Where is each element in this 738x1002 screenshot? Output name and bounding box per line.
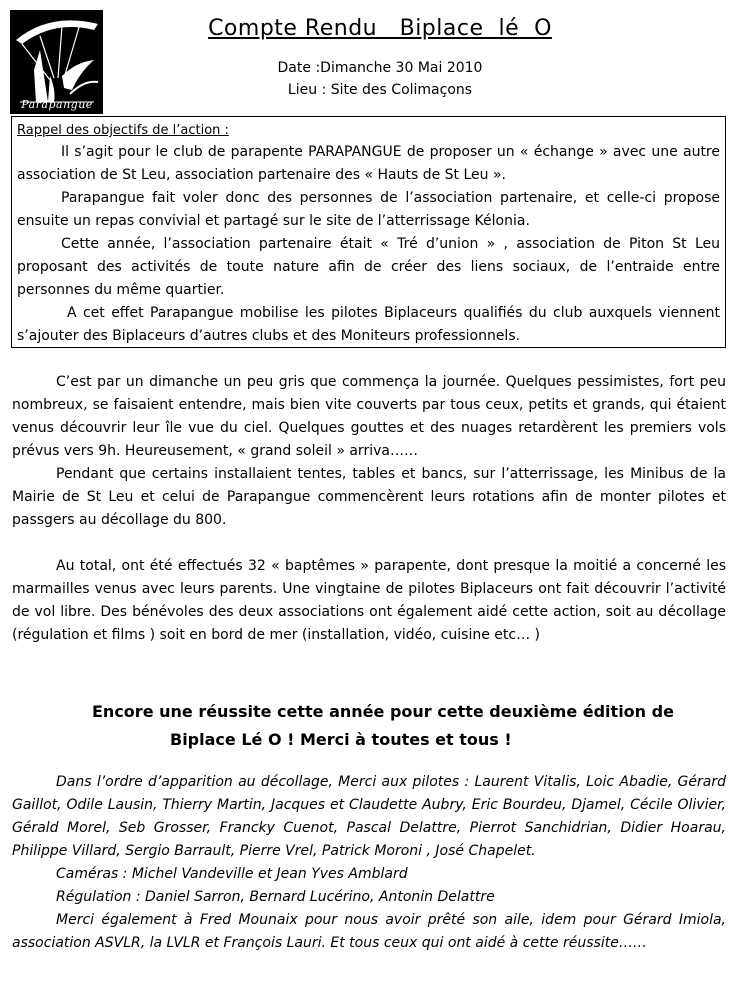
objectives-heading: Rappel des objectifs de l’action : (17, 123, 229, 138)
report-body (12, 371, 726, 647)
event-date: Date :Dimanche 30 Mai 2010 (277, 60, 483, 76)
event-location: Lieu : Site des Colimaçons (287, 82, 473, 98)
body-paragraph-3: Au total, ont été effectués 32 « baptêmes » parapente, dont presque la moitié a concerné les marmailles venus avec leurs parents. Une vingtaine de pilotes Biplaceurs ont fait découvrir l’activité de vol libre. Des bénévoles des deux associations ont également aidé cette action, soit au décollage (régulation et films ) soit en bord de mer (installation, vidéo, cuisine etc… ) (12, 558, 726, 643)
credits-pilots: Dans l’ordre d’apparition au décollage, Merci aux pilotes : Laurent Vitalis, Loic Abadie, Gérard Gaillot, Odile Lausin, Thierry Martin, Jacques et Claudette Aubry, Eric Bourdeu, Djamel, Cécile Olivier, Gérald Morel, Seb Grosser, Francky Cuenot, Pascal Delattre, Pierrot Sanchidrian, Didier Hoarau, Philippe Villard, Sergio Barrault, Pierre Vrel, Patrick Moroni , José Chapelet. (12, 774, 726, 859)
highlight-message (12, 698, 726, 754)
highlight-line-2: Biplace Lé O ! Merci à toutes et tous ! (170, 730, 512, 749)
objectives-box (11, 116, 726, 348)
credits-block (12, 771, 726, 955)
logo-text: Parapangue (21, 98, 93, 111)
page-title: Compte Rendu Biplace lé O (208, 16, 552, 41)
credits-cameras: Caméras : Michel Vandeville et Jean Yves Amblard (56, 866, 408, 882)
body-paragraph-2: Pendant que certains installaient tentes, tables et bancs, sur l’atterrissage, les Minibus de la Mairie de St Leu et celui de Parapangue commencèrent leurs rotations afin de monter pilotes et passgers au décollage du 800. (12, 466, 726, 528)
credits-thanks: Merci également à Fred Mounaix pour nous avoir prêté son aile, idem pour Gérard Imiola, association ASVLR, la LVLR et François Lauri. Et tous ceux qui ont aidé à cette réussite…… (12, 912, 726, 951)
credits-regulation: Régulation : Daniel Sarron, Bernard Lucérino, Antonin Delattre (56, 889, 495, 905)
club-logo (10, 10, 103, 114)
objectives-paragraph: Parapangue fait voler donc des personnes de l’association partenaire, et celle-ci propose ensuite un repas convivial et partagé sur le site de l’atterrissage Kélonia. (17, 190, 720, 229)
highlight-line-1: Encore une réussite cette année pour cette deuxième édition de (92, 702, 674, 721)
objectives-paragraph: Il s’agit pour le club de parapente PARAPANGUE de proposer un « échange » avec une autre association de St Leu, association partenaire des « Hauts de St Leu ». (17, 144, 720, 183)
objectives-paragraph: A cet effet Parapangue mobilise les pilotes Biplaceurs qualifiés du club auxquels viennent s’ajouter des Biplaceurs d’autres clubs et des Moniteurs professionnels. (17, 305, 720, 344)
objectives-paragraph: Cette année, l’association partenaire était « Tré d’union » , association de Piton St Leu proposant des activités de toute nature afin de créer des liens sociaux, de l’entraide entre personnes du même quartier. (17, 236, 720, 298)
body-paragraph-1: C’est par un dimanche un peu gris que commença la journée. Quelques pessimistes, fort peu nombreux, se faisaient entendre, mais bien vite couverts par tous ceux, petits et grands, qui étaient venus découvrir leur île vue du ciel. Quelques gouttes et des nuages retardèrent les premiers vols prévus vers 9h. Heureusement, « grand soleil » arriva…… (12, 374, 726, 459)
